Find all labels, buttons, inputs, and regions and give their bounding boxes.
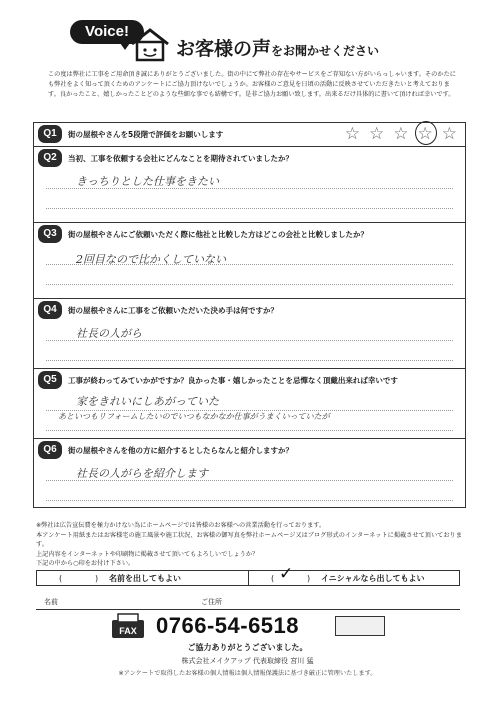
answer-text[interactable]: 2回目なので比かくしていない (76, 253, 226, 266)
star-icon[interactable]: ☆ (441, 124, 457, 144)
question-head (34, 369, 465, 391)
voice-badge: Voice! (70, 20, 144, 44)
paren-close: ) (307, 573, 311, 583)
question-badge: Q2 (38, 149, 62, 167)
question-text: 工事が終わってみていかがですか？良かった事・嬉しかったことを忌憚なく頂戴出来れば幸いです (68, 375, 398, 385)
question-badge: Q6 (38, 441, 62, 459)
note-line: ※弊社は広告宣伝費を極力かけない為にホームページでは皆様のお客様への営業活動を行っております。 (36, 522, 326, 529)
star-icon[interactable]: ☆ (369, 124, 385, 144)
question-badge: Q4 (38, 301, 62, 319)
publish-choice (36, 564, 460, 586)
check-icon: ✓ (279, 564, 294, 584)
answer-lines (34, 461, 465, 501)
answer-lines (34, 391, 465, 431)
question-q2 (34, 147, 465, 223)
question-head (34, 223, 465, 245)
star-icon-selected[interactable]: ☆ (417, 124, 433, 144)
name-address-row (36, 594, 460, 610)
thanks-text: ご協力ありがとうございました。 (187, 643, 308, 652)
choice-label: イニシャルなら出してもよい (321, 573, 425, 583)
answer-text[interactable]: 社長の人がらを紹介します (76, 467, 208, 480)
footer-notes (36, 521, 466, 569)
title-part2: 声 (252, 38, 272, 60)
intro-text: この度は弊社に工事をご用命頂き誠にありがとうございました。街の中にて弊社の存在やサービスをご存知ない方がいらっしゃいます。そのかたにも弊社をよく知って頂くためのアンケートにご協力頂けないでしょうか。お客様のご意見を日頃の活動に反映させていただきたいと考えております。良かったこと、嬉しかったことどのような些細な事でも結構です。是非ご協力お願い致します。出来るだけ具体的に書いて頂ければ幸いです。 (48, 71, 456, 98)
privacy-note: ※アンケートで取得したお客様の個人情報は個人情報保護法に基づき厳正に管理いたします。 (118, 670, 377, 677)
answer-lines (34, 169, 465, 209)
question-text: 街の屋根やさんを他の方に紹介するとしたらなんと紹介しますか？ (68, 445, 293, 455)
question-text: 街の屋根やさんに工事をご依頼いただいた決め手は何ですか？ (68, 305, 278, 315)
question-head (34, 147, 465, 169)
answer-lines (34, 321, 465, 361)
question-badge: Q1 (38, 125, 62, 143)
paren-open: ( (271, 573, 275, 583)
star-icon[interactable]: ☆ (344, 124, 360, 144)
note-line: 下記の中から○印をお付け下さい。 (36, 560, 135, 567)
question-badge: Q5 (38, 371, 62, 389)
star-icon[interactable]: ☆ (393, 124, 409, 144)
fax-machine-icon (110, 612, 146, 640)
fax-label: FAX (119, 626, 137, 636)
question-q5 (34, 369, 465, 439)
answer-text-line2[interactable]: あといつもリフォームしたいのでいつもなかなか仕事がうまくいっていたが (58, 412, 330, 421)
note-line: 本アンケート用紙またはお客様宅の施工風景や施工状況、お客様の御写真を弊社ホームページ又はブログ形式のインターネットに掲載させて頂いております。 (36, 531, 462, 548)
answer-text[interactable]: きっちりとした仕事をきたい (76, 175, 219, 188)
question-table (33, 122, 466, 508)
fax-number[interactable]: 0766-54-6518 (156, 613, 300, 638)
title-part3: をお聞かせください (271, 44, 380, 58)
answer-text[interactable]: 家をきれいにしあがっていた (76, 395, 219, 408)
house-icon (128, 26, 172, 62)
question-text: 街の屋根やさんを5段階で評価をお願いします (68, 129, 224, 139)
choice-initial-ok[interactable] (248, 564, 459, 585)
answer-text[interactable]: 社長の人がら (76, 327, 142, 340)
question-text: 街の屋根やさんにご依頼いただく際に他社と比較した方はどこの会社と比較しましたか？ (68, 229, 368, 239)
question-head (34, 439, 465, 461)
paren-open: ( (59, 573, 63, 583)
title-part1: お客様の (176, 38, 253, 60)
question-q3 (34, 223, 465, 299)
question-head (34, 299, 465, 321)
name-label: 名前 (44, 598, 58, 606)
company-logo (335, 616, 385, 636)
question-q1 (34, 123, 465, 147)
rating-stars (345, 125, 457, 143)
address-label: ご住所 (201, 598, 222, 606)
company-name: 株式会社メイクアップ 代表取締役 宮川 猛 (181, 657, 314, 665)
question-q4 (34, 299, 465, 369)
question-q6 (34, 439, 465, 507)
fax-area (110, 612, 380, 640)
answer-lines (34, 245, 465, 285)
question-text: 当初、工事を依頼する会社にどんなことを期待されていましたか？ (68, 153, 293, 163)
choice-name-ok[interactable] (37, 571, 248, 585)
choice-label: 名前を出してもよい (109, 573, 181, 583)
note-line: 上記内容をインターネットや印刷物に掲載させて頂いてもよろしいでしょうか？ (36, 550, 259, 558)
paren-close: ) (95, 573, 99, 583)
question-badge: Q3 (38, 225, 62, 243)
page-title (176, 34, 379, 61)
